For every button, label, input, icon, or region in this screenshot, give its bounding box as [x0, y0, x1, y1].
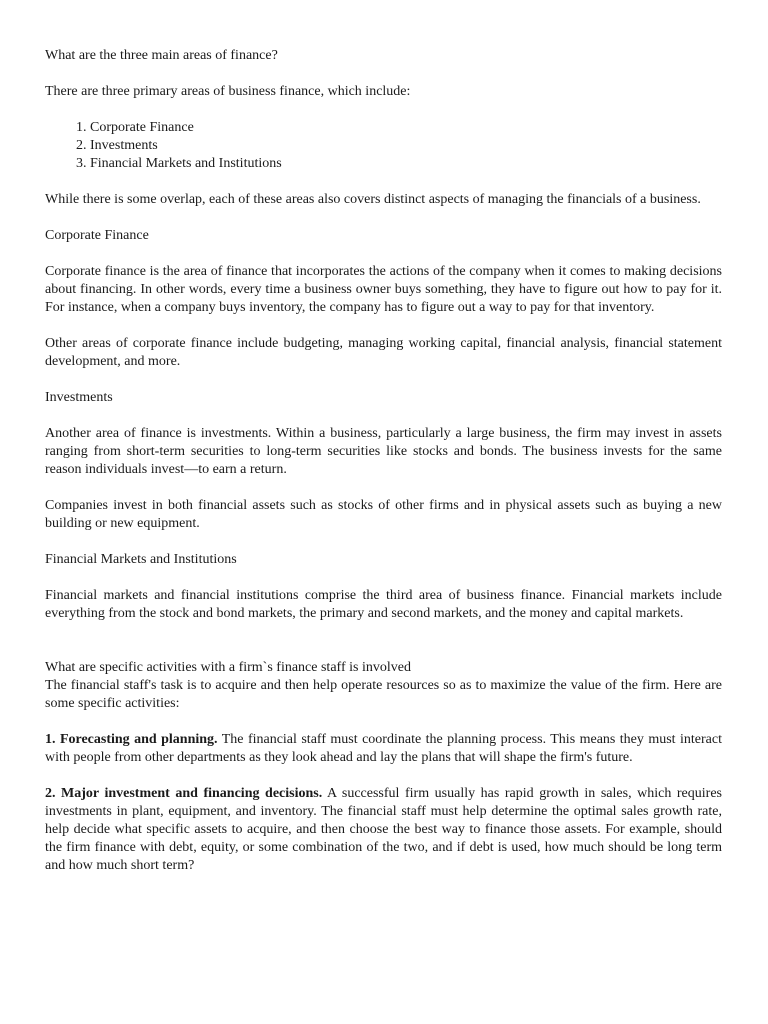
list-item: 2. Investments: [90, 137, 722, 155]
corporate-paragraph-1: Corporate finance is the area of finance that incorporates the actions of the company when it comes to making decisions about financing. In other words, every time a business owner buys something, they have to figure out how to pay for it. For instance, when a company buys inventory, the company has to figure out a way to pay for that inventory.: [45, 264, 722, 315]
activity-paragraph: [45, 731, 722, 767]
staff-intro-paragraph: The financial staff's task is to acquire and then help operate resources so as to maximize the value of the firm. Here are some specific activities:: [45, 678, 722, 711]
markets-paragraph-1: Financial markets and financial institutions comprise the third area of business finance. Financial markets include everything from the stock and bond markets, the primary and second markets, and the money and capital markets.: [45, 588, 722, 621]
list-item: 3. Financial Markets and Institutions: [90, 155, 722, 173]
areas-list: [45, 119, 722, 173]
investments-paragraph-2: Companies invest in both financial assets such as stocks of other firms and in physical assets such as buying a new building or new equipment.: [45, 498, 722, 531]
list-item: 1. Corporate Finance: [90, 119, 722, 137]
question-heading-2: What are specific activities with a firm`s finance staff is involved: [45, 660, 411, 675]
activity-text: The financial staff must coordinate the planning process. This means they must interact with people from other departments as they look ahead and lay the plans that will shape the firm's future.: [45, 732, 722, 765]
overlap-paragraph: While there is some overlap, each of these areas also covers distinct aspects of managing the financials of a business.: [45, 192, 701, 207]
corporate-paragraph-2: Other areas of corporate finance include budgeting, managing working capital, financial analysis, financial statement development, and more.: [45, 336, 722, 369]
intro-paragraph: There are three primary areas of business finance, which include:: [45, 84, 411, 99]
investments-paragraph-1: Another area of finance is investments. Within a business, particularly a large business, the firm may invest in assets ranging from short-term securities to long-term securities like stocks and bonds. The business invests for the same reason individuals invest—to earn a return.: [45, 426, 722, 477]
section-heading-investments: Investments: [45, 390, 113, 405]
section-heading-corporate: Corporate Finance: [45, 228, 149, 243]
section-heading-markets: Financial Markets and Institutions: [45, 552, 237, 567]
spacer: [45, 641, 722, 659]
question-heading: What are the three main areas of finance?: [45, 48, 278, 63]
activity-title: 1. Forecasting and planning.: [45, 732, 218, 747]
activity-title: 2. Major investment and financing decisions.: [45, 786, 323, 801]
activity-paragraph: [45, 785, 722, 875]
activity-text: A successful firm usually has rapid growth in sales, which requires investments in plant, equipment, and inventory. The financial staff must help determine the optimal sales growth rate, help decide what specific assets to acquire, and then choose the best way to finance those assets. For example, should the firm finance with debt, equity, or some combination of the two, and if debt is used, how much should be long term and how much short term?: [45, 786, 722, 873]
